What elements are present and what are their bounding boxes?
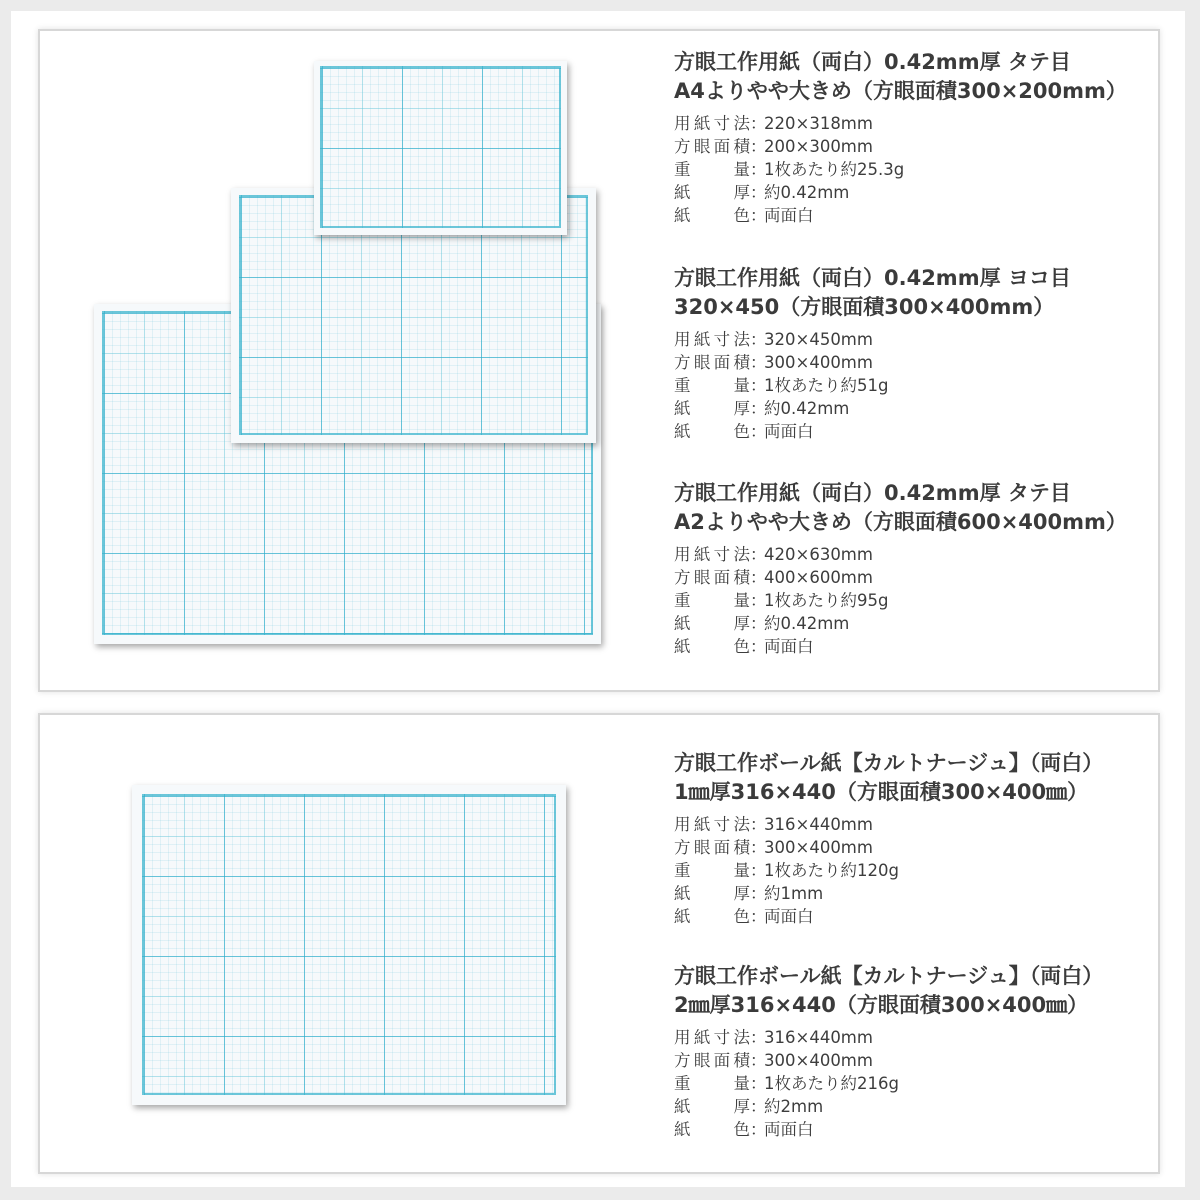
spec-row [674,328,1174,351]
spec-label: 方眼面積 [674,568,750,587]
spec-value: 316×440mm [764,1028,873,1047]
spec-row [674,1072,1174,1095]
product-title-line1: 方眼工作用紙（両白）0.42mm厚 タテ目 [674,481,1071,505]
product-panel-top [38,29,1160,692]
product-spec-5 [674,962,1174,1141]
spec-row [674,374,1174,397]
spec-label: 用紙寸法 [674,330,750,349]
spec-value: 両面白 [764,206,814,225]
spec-label: 重 量 [674,591,750,610]
spec-separator: ： [750,114,767,133]
spec-row [674,397,1174,420]
spec-separator: ： [750,614,767,633]
spec-value: 300×400mm [764,838,873,857]
product-title-line1: 方眼工作用紙（両白）0.42mm厚 タテ目 [674,50,1071,74]
spec-separator: ： [750,1097,767,1116]
spec-label: 重 量 [674,1074,750,1093]
spec-label: 用紙寸法 [674,1028,750,1047]
spec-row [674,612,1174,635]
spec-value: 400×600mm [764,568,873,587]
spec-label: 重 量 [674,160,750,179]
spec-value: 300×400mm [764,353,873,372]
spec-value: 1枚あたり約25.3g [764,160,905,179]
spec-value: 316×440mm [764,815,873,834]
spec-value: 両面白 [764,637,814,656]
spec-value: 1枚あたり約120g [764,861,899,880]
spec-separator: ： [750,1028,767,1047]
product-title [674,264,1174,322]
spec-value: 約2mm [764,1097,824,1116]
spec-value: 220×318mm [764,114,873,133]
spec-row [674,635,1174,658]
spec-separator: ： [750,376,767,395]
spec-row [674,813,1174,836]
spec-row [674,589,1174,612]
spec-value: 約0.42mm [764,183,850,202]
spec-label: 方眼面積 [674,137,750,156]
spec-label: 紙 厚 [674,399,750,418]
spec-row [674,859,1174,882]
spec-separator: ： [750,137,767,156]
spec-separator: ： [750,861,767,880]
product-title [674,749,1174,807]
spec-label: 紙 厚 [674,614,750,633]
spec-separator: ： [750,815,767,834]
spec-value: 約0.42mm [764,399,850,418]
spec-value: 300×400mm [764,1051,873,1070]
spec-table [674,813,1174,928]
spec-row [674,112,1174,135]
spec-label: 用紙寸法 [674,545,750,564]
spec-row [674,135,1174,158]
product-title-line2: A2よりやや大きめ（方眼面積600×400mm） [674,510,1127,534]
product-spec-1 [674,48,1174,227]
product-title-line2: 2㎜厚316×440（方眼面積300×400㎜） [674,993,1089,1017]
spec-separator: ： [750,160,767,179]
spec-value: 420×630mm [764,545,873,564]
spec-label: 紙 厚 [674,884,750,903]
spec-separator: ： [750,568,767,587]
spec-row [674,1118,1174,1141]
product-title-line2: A4よりやや大きめ（方眼面積300×200mm） [674,79,1127,103]
spec-separator: ： [750,884,767,903]
product-title-line1: 方眼工作ボール紙【カルトナージュ】（両白） [674,964,1104,988]
spec-row [674,204,1174,227]
spec-separator: ： [750,907,767,926]
spec-separator: ： [750,1074,767,1093]
spec-row [674,158,1174,181]
spec-value: 200×300mm [764,137,873,156]
spec-separator: ： [750,1120,767,1139]
spec-row [674,543,1174,566]
product-title [674,48,1174,106]
spec-table [674,328,1174,443]
spec-row [674,1026,1174,1049]
product-panel-bottom [38,713,1160,1174]
spec-separator: ： [750,422,767,441]
spec-row [674,905,1174,928]
spec-separator: ： [750,545,767,564]
sheet-grid [142,794,556,1095]
spec-separator: ： [750,183,767,202]
product-title-line1: 方眼工作ボール紙【カルトナージュ】（両白） [674,751,1104,775]
spec-label: 紙 色 [674,422,750,441]
sheet-grid [320,66,561,228]
spec-separator: ： [750,330,767,349]
spec-separator: ： [750,206,767,225]
spec-value: 両面白 [764,907,814,926]
spec-separator: ： [750,399,767,418]
spec-value: 両面白 [764,1120,814,1139]
spec-separator: ： [750,353,767,372]
graph-paper-sheet-small [314,61,567,235]
spec-separator: ： [750,637,767,656]
spec-label: 方眼面積 [674,353,750,372]
spec-row [674,181,1174,204]
product-spec-4 [674,749,1174,928]
spec-label: 用紙寸法 [674,815,750,834]
spec-label: 紙 色 [674,206,750,225]
spec-label: 方眼面積 [674,838,750,857]
spec-row [674,836,1174,859]
spec-value: 約1mm [764,884,824,903]
spec-row [674,882,1174,905]
spec-separator: ： [750,1051,767,1070]
product-spec-3 [674,479,1174,658]
product-title [674,962,1174,1020]
spec-value: 約0.42mm [764,614,850,633]
product-title [674,479,1174,537]
spec-label: 紙 色 [674,637,750,656]
spec-table [674,1026,1174,1141]
spec-table [674,543,1174,658]
spec-row [674,566,1174,589]
product-spec-2 [674,264,1174,443]
spec-value: 両面白 [764,422,814,441]
spec-label: 紙 厚 [674,183,750,202]
spec-value: 1枚あたり約95g [764,591,889,610]
spec-value: 320×450mm [764,330,873,349]
spec-label: 紙 色 [674,907,750,926]
spec-separator: ： [750,591,767,610]
product-title-line2: 320×450（方眼面積300×400mm） [674,295,1055,319]
spec-label: 重 量 [674,861,750,880]
spec-label: 紙 色 [674,1120,750,1139]
spec-value: 1枚あたり約51g [764,376,889,395]
spec-label: 方眼面積 [674,1051,750,1070]
product-title-line2: 1㎜厚316×440（方眼面積300×400㎜） [674,780,1089,804]
spec-label: 重 量 [674,376,750,395]
spec-label: 用紙寸法 [674,114,750,133]
product-title-line1: 方眼工作用紙（両白）0.42mm厚 ヨコ目 [674,266,1071,290]
spec-row [674,351,1174,374]
spec-row [674,420,1174,443]
graph-board-sheet [132,785,566,1105]
spec-separator: ： [750,838,767,857]
spec-label: 紙 厚 [674,1097,750,1116]
spec-row [674,1049,1174,1072]
spec-row [674,1095,1174,1118]
spec-table [674,112,1174,227]
spec-value: 1枚あたり約216g [764,1074,899,1093]
